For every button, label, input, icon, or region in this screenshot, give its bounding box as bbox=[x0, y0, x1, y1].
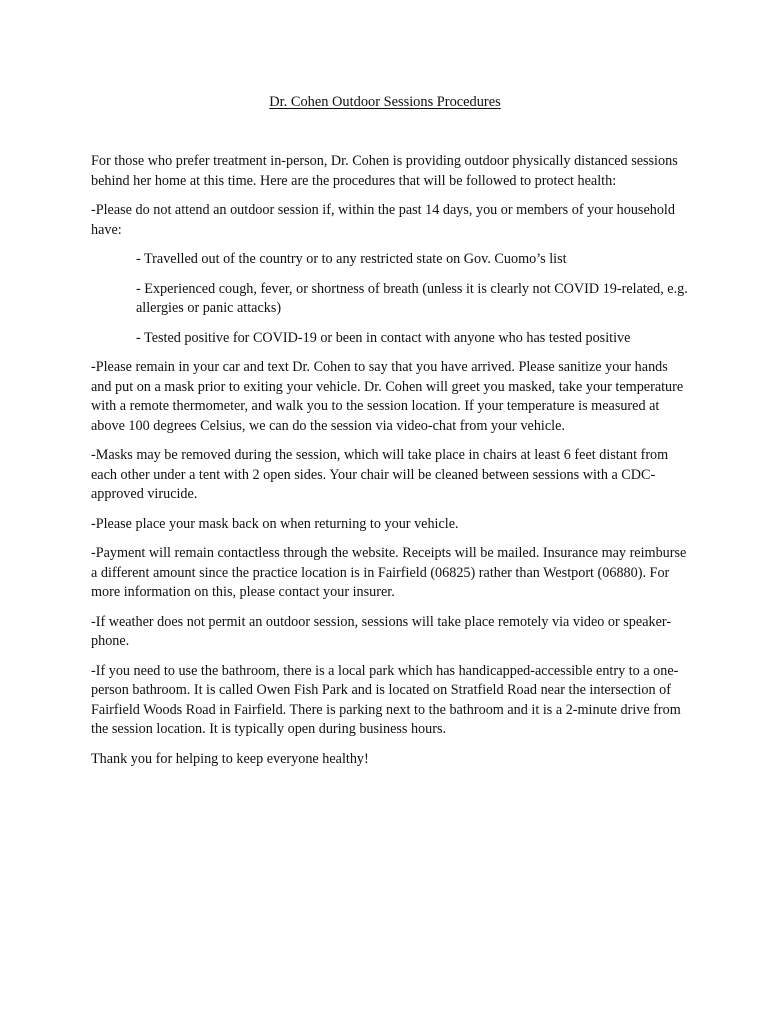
tested-positive-bullet: - Tested positive for COVID-19 or been in contact with anyone who has tested positive bbox=[136, 329, 631, 346]
bathroom-paragraph: -If you need to use the bathroom, there is a local park which has handicapped-accessible entry to a one-person bathroom. It is called Owen Fish Park and is located on Stratfield Road near the intersection of Fairfield Woods Road in Fairfield. There is parking next to the bathroom and it is a 2-minute drive from the session location. It is typically open during business hours. bbox=[91, 662, 681, 737]
document-body bbox=[91, 152, 691, 779]
document-title: Dr. Cohen Outdoor Sessions Procedures bbox=[269, 94, 501, 110]
return-mask-paragraph: -Please place your mask back on when returning to your vehicle. bbox=[91, 515, 459, 532]
attendance-paragraph: -Please do not attend an outdoor session if, within the past 14 days, you or members of your household have: bbox=[91, 202, 675, 238]
weather-paragraph: -If weather does not permit an outdoor session, sessions will take place remotely via video or speaker-phone. bbox=[91, 613, 672, 649]
closing-paragraph: Thank you for helping to keep everyone healthy! bbox=[91, 750, 369, 767]
masks-paragraph: -Masks may be removed during the session, which will take place in chairs at least 6 feet distant from each other under a tent with 2 open sides. Your chair will be cleaned between sessions with a CDC-approved virucide. bbox=[91, 447, 669, 502]
travel-bullet: - Travelled out of the country or to any restricted state on Gov. Cuomo’s list bbox=[136, 251, 567, 267]
symptoms-bullet: - Experienced cough, fever, or shortness of breath (unless it is clearly not COVID 19-related, e.g. allergies or panic attacks) bbox=[136, 280, 688, 316]
intro-paragraph: For those who prefer treatment in-person, Dr. Cohen is providing outdoor physically distanced sessions behind her home at this time. Here are the procedures that will be followed to protect health: bbox=[91, 153, 678, 189]
arrival-paragraph: -Please remain in your car and text Dr. Cohen to say that you have arrived. Please sanitize your hands and put on a mask prior to exiting your vehicle. Dr. Cohen will greet you masked, take your temperature with a remote thermometer, and walk you to the session location. If your temperature is measured at above 100 degrees Celsius, we can do the session via video-chat from your vehicle. bbox=[91, 359, 684, 434]
payment-paragraph: -Payment will remain contactless through the website. Receipts will be mailed. Insurance may reimburse a different amount since the practice location is in Fairfield (06825) rather than Westport (06880). For more information on this, please contact your insurer. bbox=[91, 545, 687, 600]
